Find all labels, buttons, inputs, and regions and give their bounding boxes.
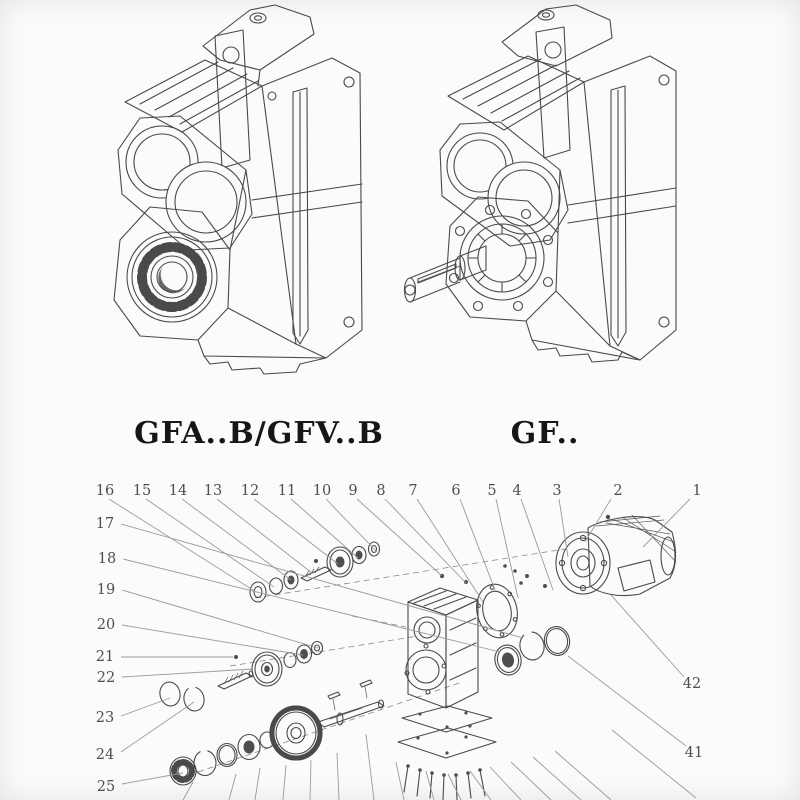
partial-leader-line [229, 774, 236, 800]
callout-23: 23 [95, 710, 115, 726]
callout-9: 9 [348, 483, 358, 499]
partial-leader-line [310, 760, 311, 800]
motor-drawing [556, 515, 676, 596]
output-shaft [405, 246, 487, 302]
partial-leader-line [337, 753, 339, 800]
output-side-rings [492, 624, 572, 677]
callout-22: 22 [96, 670, 116, 686]
caption-gfab-gfvb: GFA..B/GFV..B [134, 416, 384, 451]
callout-line-41 [568, 656, 686, 746]
callout-18: 18 [97, 551, 117, 567]
callout-2: 2 [613, 483, 623, 499]
callout-14: 14 [168, 483, 188, 499]
right-gearbox-drawing [405, 5, 677, 362]
callout-line-22 [122, 669, 253, 677]
callout-7: 7 [408, 483, 418, 499]
callout-line-19 [122, 590, 318, 648]
callout-20: 20 [96, 617, 116, 633]
partial-leader-line [255, 768, 260, 800]
callout-3: 3 [552, 483, 562, 499]
left-gearbox-drawing [114, 5, 362, 374]
figure-gf-drawing [398, 0, 698, 400]
left-ring-pair [158, 680, 207, 713]
figure-gfab-gfvb-drawing [100, 0, 400, 400]
oil-plug-icon [538, 10, 554, 20]
cooling-fins [125, 60, 262, 132]
callout-25: 25 [96, 779, 116, 795]
callout-line-1 [643, 499, 690, 547]
callout-line-17 [121, 524, 523, 638]
cooling-fins [448, 56, 584, 130]
callout-5: 5 [487, 483, 497, 499]
callout-line-16 [109, 499, 256, 592]
callout-line-5 [496, 499, 518, 598]
callout-41: 41 [684, 745, 704, 761]
callout-line-20 [122, 625, 303, 655]
callout-line-42 [611, 595, 684, 677]
callout-line-23 [121, 698, 170, 716]
callout-19: 19 [96, 582, 116, 598]
oil-plug-icon [250, 13, 266, 23]
lifting-hole [223, 47, 239, 63]
callout-line-10 [326, 499, 377, 552]
callout-line-24 [121, 702, 194, 752]
callout-6: 6 [451, 483, 461, 499]
callout-line-3 [559, 499, 568, 557]
partial-leader-line [533, 757, 581, 800]
partial-leader-line [283, 765, 286, 800]
callout-42: 42 [682, 676, 702, 692]
housing-bolts [404, 764, 485, 800]
callout-15: 15 [132, 483, 152, 499]
callout-13: 13 [203, 483, 223, 499]
callout-line-15 [146, 499, 274, 587]
callout-12: 12 [240, 483, 260, 499]
callout-21: 21 [95, 649, 115, 665]
adapter-flange-ring [472, 580, 522, 641]
side-panel [262, 58, 362, 358]
partial-leader-line [366, 734, 374, 800]
axis-bolts [234, 515, 610, 659]
callout-11: 11 [277, 483, 297, 499]
callout-line-9 [357, 499, 442, 576]
lifting-hole [545, 42, 561, 58]
partial-leader-line [396, 762, 404, 800]
partial-leader-line [612, 730, 696, 798]
partial-leader-line [555, 751, 611, 800]
output-octagon-face [114, 207, 230, 340]
terminal-box [618, 560, 655, 591]
callout-line-6 [460, 499, 495, 590]
callout-8: 8 [376, 483, 386, 499]
callout-17: 17 [95, 516, 115, 532]
exploded-parts-diagram [0, 470, 800, 800]
callout-24: 24 [95, 747, 115, 763]
partial-leader-line [490, 767, 521, 800]
callout-10: 10 [312, 483, 332, 499]
callout-16: 16 [95, 483, 115, 499]
callout-4: 4 [512, 483, 522, 499]
callout-line-11 [291, 499, 358, 558]
callout-1: 1 [692, 483, 702, 499]
callout-line-12 [254, 499, 338, 564]
gear-housing-drawing [398, 588, 496, 800]
output-shaft-parts [170, 680, 384, 785]
input-shaft-parts [250, 542, 380, 602]
callout-line-7 [417, 499, 483, 602]
caption-gf: GF.. [510, 416, 580, 451]
partial-leader-line [448, 774, 461, 800]
